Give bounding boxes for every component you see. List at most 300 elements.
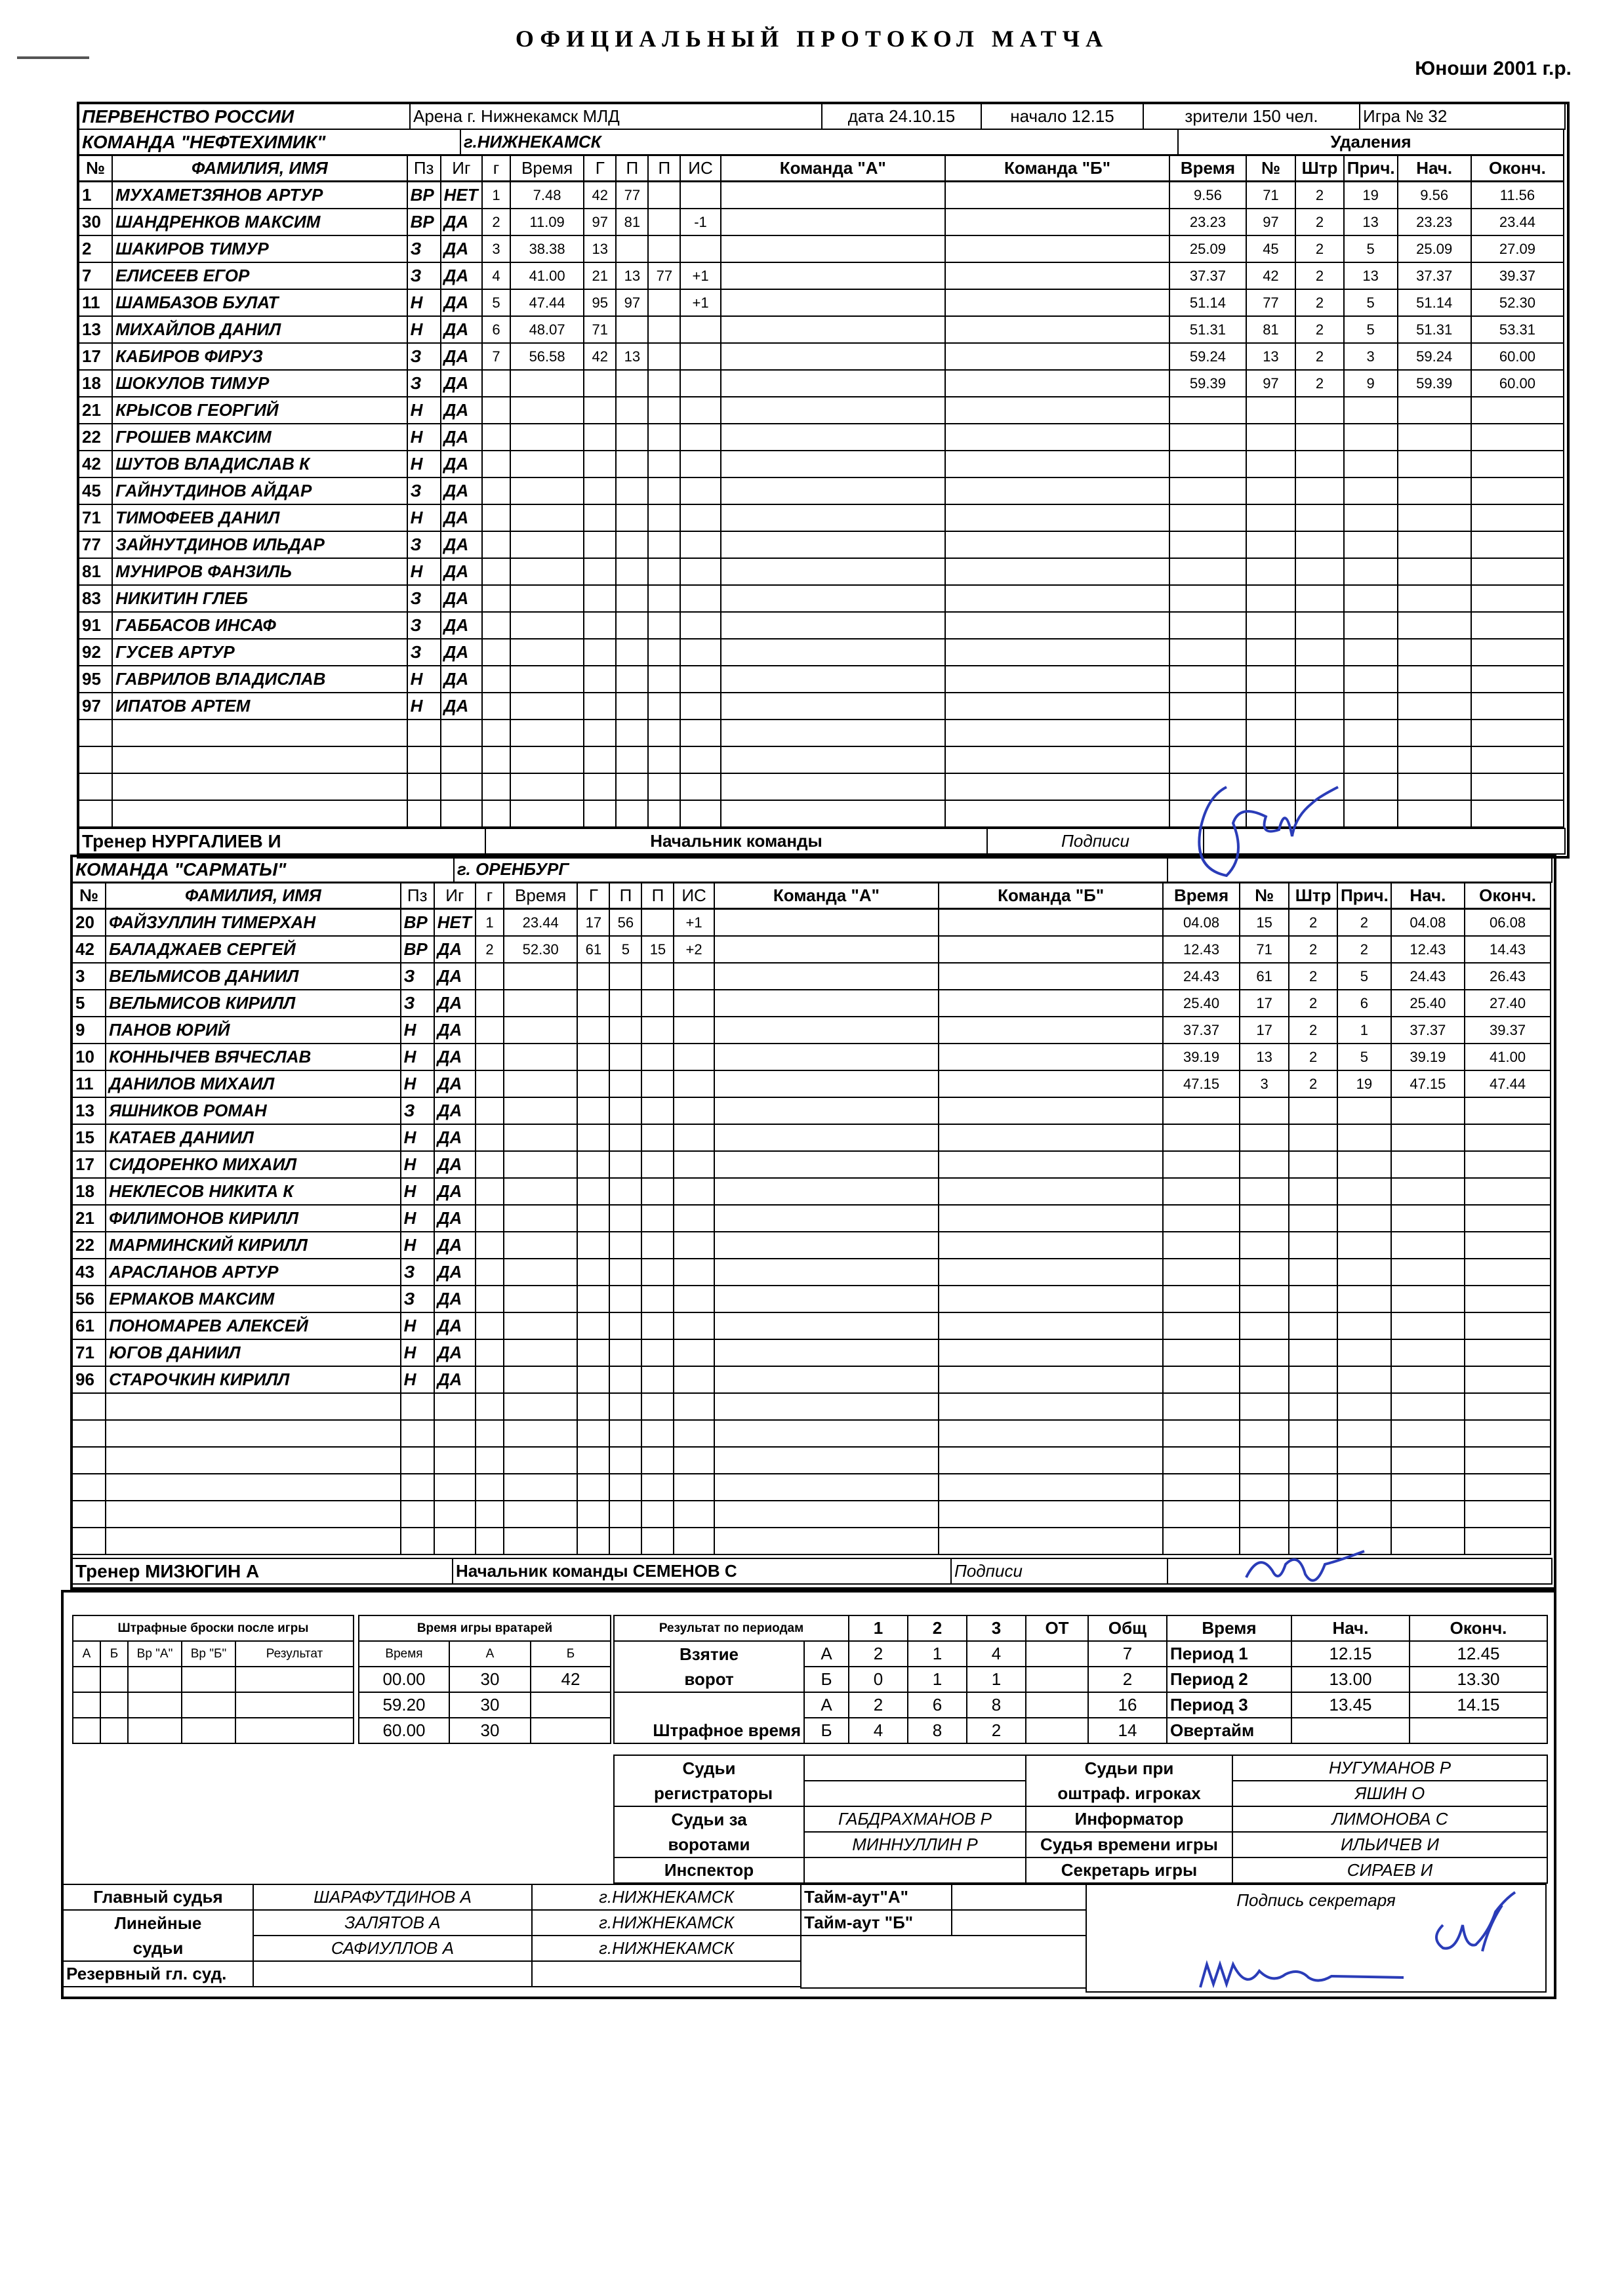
- pen-reason-cell: [1337, 1501, 1391, 1528]
- number-cell: 17: [79, 343, 112, 370]
- pen-end-cell: [1465, 1528, 1551, 1554]
- plays-cell: ДА: [434, 936, 476, 963]
- goalie-time-title: Время игры вратарей: [359, 1615, 611, 1641]
- number-cell: 71: [79, 504, 112, 531]
- pen-number-cell: [1240, 1393, 1289, 1420]
- pen-minutes-cell: [1289, 1259, 1337, 1286]
- situation-cell: [674, 1232, 714, 1259]
- plays-cell: ДА: [434, 963, 476, 990]
- assist-2-cell: [641, 1474, 674, 1501]
- pen-reason-cell: [1344, 451, 1398, 477]
- position-cell: Н: [401, 1151, 434, 1178]
- goal-time-cell: [504, 1393, 577, 1420]
- informer-label: Информатор: [1026, 1806, 1232, 1832]
- plays-cell: ДА: [434, 1044, 476, 1070]
- table-row: [72, 1044, 1551, 1070]
- situation-cell: [674, 990, 714, 1017]
- goal-scorer-cell: [577, 1017, 609, 1044]
- situation-cell: +1: [680, 289, 720, 316]
- goal-no-cell: 1: [482, 182, 510, 209]
- plays-cell: ДА: [434, 1366, 476, 1393]
- team-a-lines-cell: [714, 936, 939, 963]
- goals-p1: 0: [849, 1667, 908, 1692]
- assist-1-cell: [609, 1528, 641, 1554]
- table-row: [72, 1259, 1551, 1286]
- pen-end-cell: [1471, 451, 1564, 477]
- assist-1-cell: [609, 1232, 641, 1259]
- pen-minutes-cell: [1295, 666, 1344, 693]
- number-cell: 56: [72, 1286, 106, 1312]
- team-b-lines-cell: [945, 558, 1169, 585]
- goal-scorer-cell: [577, 1044, 609, 1070]
- pen-number-cell: [1240, 1501, 1289, 1528]
- goal-scorer-cell: [577, 1286, 609, 1312]
- pen-reason-cell: 13: [1344, 262, 1398, 289]
- position-cell: Н: [401, 1124, 434, 1151]
- pim-p1: 4: [849, 1718, 908, 1743]
- situation-cell: +2: [674, 936, 714, 963]
- pen-time-cell: [1163, 1097, 1239, 1124]
- goal-scorer-cell: [577, 1124, 609, 1151]
- assist-2-cell: [641, 1124, 674, 1151]
- goal-no-cell: 6: [482, 316, 510, 343]
- goals-total: 7: [1088, 1641, 1167, 1667]
- col-assist1: П: [616, 155, 648, 181]
- col-situation: ИС: [680, 155, 720, 181]
- pen-number-cell: [1246, 424, 1296, 451]
- period-col-total: Общ: [1088, 1615, 1167, 1641]
- pen-number-cell: [1246, 585, 1296, 612]
- table-row: [79, 316, 1564, 343]
- pen-start-cell: [1391, 1393, 1465, 1420]
- name-cell: ФАЙЗУЛЛИН ТИМЕРХАН: [106, 909, 401, 936]
- team-a-signatures: Подписи: [987, 828, 1204, 854]
- table-row: [72, 990, 1551, 1017]
- period-1-label: Период 1: [1167, 1641, 1291, 1667]
- col-pen-min: Штр: [1289, 883, 1337, 908]
- position-cell: З: [407, 612, 441, 639]
- pen-end-cell: [1465, 1393, 1551, 1420]
- assist-2-cell: [648, 182, 680, 209]
- number-cell: 18: [79, 370, 112, 397]
- team-a-lines-cell: [721, 639, 945, 666]
- shootout-col-gkb: Вр "Б": [182, 1641, 235, 1667]
- team-b-lines-cell: [939, 1097, 1163, 1124]
- pen-minutes-cell: [1289, 1178, 1337, 1205]
- plays-cell: ДА: [441, 585, 482, 612]
- pen-time-cell: 39.19: [1163, 1044, 1239, 1070]
- informer: ЛИМОНОВА С: [1232, 1806, 1547, 1832]
- number-cell: 92: [79, 639, 112, 666]
- goal-time-cell: [510, 639, 584, 666]
- pen-minutes-cell: [1295, 720, 1344, 746]
- pen-time-cell: [1163, 1124, 1239, 1151]
- pen-start-cell: [1391, 1232, 1465, 1259]
- pen-minutes-cell: [1289, 1447, 1337, 1474]
- name-cell: КАБИРОВ ФИРУЗ: [112, 343, 407, 370]
- plays-cell: [441, 746, 482, 773]
- pen-number-cell: [1240, 1312, 1289, 1339]
- assist-2-cell: [641, 909, 674, 936]
- linesman-2: САФИУЛЛОВ А: [253, 1936, 532, 1961]
- team-a-signature: [1181, 777, 1351, 902]
- team-a-penalties-title: [1177, 129, 1564, 155]
- name-cell: [112, 746, 407, 773]
- pen-minutes-cell: 2: [1289, 936, 1337, 963]
- overtime-end: [1410, 1718, 1547, 1743]
- team-b-lines-cell: [939, 1124, 1163, 1151]
- position-cell: ВР: [401, 936, 434, 963]
- goal-no-cell: [476, 1420, 504, 1447]
- assist-2-cell: [641, 1528, 674, 1554]
- col-assist2: П: [648, 155, 680, 181]
- pen-number-cell: 71: [1240, 936, 1289, 963]
- team-a-lines-cell: [714, 1447, 939, 1474]
- situation-cell: [674, 1474, 714, 1501]
- goal-scorer-cell: 42: [584, 182, 616, 209]
- pen-minutes-cell: [1289, 1393, 1337, 1420]
- team-a-lines-cell: [721, 424, 945, 451]
- position-cell: Н: [407, 289, 441, 316]
- name-cell: [106, 1447, 401, 1474]
- period-times-table: [1166, 1615, 1548, 1744]
- goal-scorer-cell: [584, 639, 616, 666]
- pen-end-cell: [1471, 612, 1564, 639]
- pen-start-cell: 59.24: [1398, 343, 1471, 370]
- table-row: [79, 182, 1564, 209]
- goal-judge-2: МИННУЛЛИН Р: [804, 1832, 1026, 1857]
- team-b-lines-cell: [939, 1259, 1163, 1286]
- situation-cell: [674, 1017, 714, 1044]
- pen-start-cell: [1398, 773, 1471, 800]
- goal-no-cell: [482, 477, 510, 504]
- pen-number-cell: [1240, 1178, 1289, 1205]
- assist-2-cell: [648, 693, 680, 720]
- assist-1-cell: [609, 1017, 641, 1044]
- pen-time-cell: 37.37: [1169, 262, 1246, 289]
- assist-1-cell: [609, 1501, 641, 1528]
- assist-2-cell: [648, 558, 680, 585]
- number-cell: 95: [79, 666, 112, 693]
- team-b-lines-cell: [945, 639, 1169, 666]
- table-row: [79, 235, 1564, 262]
- situation-cell: [680, 693, 720, 720]
- goal-time-cell: 56.58: [510, 343, 584, 370]
- goalie-row-time: 00.00: [359, 1667, 449, 1692]
- pen-reason-cell: 1: [1337, 1017, 1391, 1044]
- period-3-label: Период 3: [1167, 1692, 1291, 1718]
- table-row: [79, 504, 1564, 531]
- goalie-row-a: 30: [449, 1718, 531, 1743]
- situation-cell: [674, 1393, 714, 1420]
- pen-number-cell: 42: [1246, 262, 1296, 289]
- pen-number-cell: [1246, 720, 1296, 746]
- goal-scorer-cell: [577, 963, 609, 990]
- goalie-row-time: 60.00: [359, 1718, 449, 1743]
- number-cell: [72, 1393, 106, 1420]
- position-cell: Н: [407, 693, 441, 720]
- period-col-1: 1: [849, 1615, 908, 1641]
- pen-end-cell: [1465, 1366, 1551, 1393]
- situation-cell: [674, 1097, 714, 1124]
- number-cell: 42: [79, 451, 112, 477]
- pen-reason-cell: [1344, 639, 1398, 666]
- secretary: СИРАЕВ И: [1232, 1857, 1547, 1883]
- pen-start-cell: [1398, 612, 1471, 639]
- situation-cell: [680, 720, 720, 746]
- match-date: дата 24.10.15: [822, 104, 981, 129]
- col-pen-start: Нач.: [1391, 883, 1465, 908]
- assist-2-cell: [648, 666, 680, 693]
- pen-reason-cell: [1344, 424, 1398, 451]
- number-cell: 15: [72, 1124, 106, 1151]
- goal-no-cell: [482, 720, 510, 746]
- goal-time-cell: [510, 424, 584, 451]
- position-cell: [407, 746, 441, 773]
- team-b-lines-cell: [945, 531, 1169, 558]
- reserve-referee-city: [532, 1961, 801, 1987]
- assist-2-cell: [641, 1232, 674, 1259]
- goals-p2: 1: [908, 1667, 967, 1692]
- number-cell: [79, 720, 112, 746]
- position-cell: Н: [407, 316, 441, 343]
- situation-cell: [680, 477, 720, 504]
- col-position: Пз: [401, 883, 434, 908]
- goal-scorer-cell: [584, 370, 616, 397]
- plays-cell: ДА: [441, 477, 482, 504]
- start-time: начало 12.15: [981, 104, 1143, 129]
- pen-minutes-cell: 2: [1289, 990, 1337, 1017]
- pen-reason-cell: 19: [1344, 182, 1398, 209]
- goalie-row-b: [531, 1692, 611, 1718]
- team-a-lines-cell: [721, 531, 945, 558]
- goal-no-cell: [476, 1017, 504, 1044]
- shootout-col-gka: Вр "А": [128, 1641, 182, 1667]
- overtime-label: Овертайм: [1167, 1718, 1291, 1743]
- pen-end-cell: [1465, 1501, 1551, 1528]
- number-cell: 11: [72, 1070, 106, 1097]
- pen-minutes-cell: [1295, 451, 1344, 477]
- team-b-lines-cell: [945, 316, 1169, 343]
- number-cell: 42: [72, 936, 106, 963]
- assist-1-cell: [609, 1097, 641, 1124]
- secretary-signature-label: Подпись секретаря: [1086, 1884, 1546, 1992]
- goal-time-cell: [510, 477, 584, 504]
- pen-time-cell: 04.08: [1163, 909, 1239, 936]
- pen-reason-cell: [1344, 746, 1398, 773]
- pim-p1: 2: [849, 1692, 908, 1718]
- pen-start-cell: [1398, 800, 1471, 827]
- goal-time-cell: [504, 1124, 577, 1151]
- pen-minutes-cell: [1295, 558, 1344, 585]
- assist-2-cell: [641, 1178, 674, 1205]
- number-cell: 83: [79, 585, 112, 612]
- position-cell: [401, 1501, 434, 1528]
- pen-minutes-cell: 2: [1295, 289, 1344, 316]
- linesman-2-city: г.НИЖНЕКАМСК: [532, 1936, 801, 1961]
- goalie-row-b: [531, 1718, 611, 1743]
- pen-minutes-cell: [1289, 1286, 1337, 1312]
- pen-minutes-cell: [1289, 1501, 1337, 1528]
- name-cell: АРАСЛАНОВ АРТУР: [106, 1259, 401, 1286]
- position-cell: Н: [401, 1312, 434, 1339]
- pen-start-cell: [1391, 1124, 1465, 1151]
- assist-1-cell: 97: [616, 289, 648, 316]
- plays-cell: ДА: [434, 1097, 476, 1124]
- pen-end-cell: [1471, 773, 1564, 800]
- team-a-lines-cell: [721, 504, 945, 531]
- assist-1-cell: [616, 612, 648, 639]
- col-number: №: [79, 155, 112, 181]
- pen-number-cell: [1240, 1205, 1289, 1232]
- pen-minutes-cell: [1289, 1339, 1337, 1366]
- col-team-b: Команда "Б": [945, 155, 1169, 181]
- pen-reason-cell: [1337, 1420, 1391, 1447]
- col-goal-no: г: [476, 883, 504, 908]
- timekeeper: ИЛЬИЧЕВ И: [1232, 1832, 1547, 1857]
- pim-team: Б: [804, 1718, 849, 1743]
- situation-cell: [680, 531, 720, 558]
- goal-no-cell: [482, 666, 510, 693]
- goal-no-cell: [476, 1178, 504, 1205]
- name-cell: МАРМИНСКИЙ КИРИЛЛ: [106, 1232, 401, 1259]
- team-a-header: [78, 129, 1179, 155]
- goal-time-cell: [504, 1420, 577, 1447]
- pen-time-cell: [1163, 1447, 1239, 1474]
- pen-start-cell: [1398, 477, 1471, 504]
- col-pen-no: №: [1240, 883, 1289, 908]
- team-a-lines-cell: [721, 209, 945, 235]
- table-row: [79, 289, 1564, 316]
- team-b-lines-cell: [939, 1501, 1163, 1528]
- pen-reason-cell: [1344, 773, 1398, 800]
- inspector: [804, 1857, 1026, 1883]
- game-number: Игра № 32: [1360, 104, 1565, 129]
- assist-1-cell: [616, 316, 648, 343]
- name-cell: [112, 720, 407, 746]
- pen-end-cell: [1465, 1286, 1551, 1312]
- goal-time-cell: [504, 1447, 577, 1474]
- pim-total: 14: [1088, 1718, 1167, 1743]
- goal-time-cell: [504, 1097, 577, 1124]
- table-row: [72, 1097, 1551, 1124]
- assist-2-cell: [648, 424, 680, 451]
- plays-cell: ДА: [441, 343, 482, 370]
- team-a-lines-cell: [721, 746, 945, 773]
- assist-2-cell: 15: [641, 936, 674, 963]
- pen-minutes-cell: [1295, 639, 1344, 666]
- team-a-lines-cell: [714, 1124, 939, 1151]
- col-pen-reason: Прич.: [1344, 155, 1398, 181]
- position-cell: Н: [401, 1017, 434, 1044]
- team-a-lines-cell: [721, 558, 945, 585]
- team-b-lines-cell: [939, 1205, 1163, 1232]
- assist-1-cell: [609, 1070, 641, 1097]
- goal-no-cell: [476, 1501, 504, 1528]
- goal-no-cell: [476, 990, 504, 1017]
- assist-1-cell: [609, 1178, 641, 1205]
- goal-time-cell: [510, 370, 584, 397]
- pen-number-cell: [1246, 504, 1296, 531]
- pen-minutes-cell: [1289, 1097, 1337, 1124]
- pen-reason-cell: [1344, 397, 1398, 424]
- number-cell: [72, 1501, 106, 1528]
- assist-1-cell: [616, 531, 648, 558]
- pen-reason-cell: [1344, 693, 1398, 720]
- number-cell: 13: [72, 1097, 106, 1124]
- goal-no-cell: [482, 558, 510, 585]
- goalie-col-time: Время: [359, 1641, 449, 1667]
- pen-minutes-cell: [1289, 1420, 1337, 1447]
- col-situation: ИС: [674, 883, 714, 908]
- team-b-lines-cell: [945, 424, 1169, 451]
- goal-scorer-cell: [584, 558, 616, 585]
- goal-scorer-cell: [577, 1501, 609, 1528]
- goal-no-cell: [476, 1393, 504, 1420]
- plays-cell: ДА: [441, 370, 482, 397]
- assist-2-cell: [641, 990, 674, 1017]
- pen-time-cell: 59.39: [1169, 370, 1246, 397]
- table-row: [79, 370, 1564, 397]
- goal-scorer-cell: [584, 693, 616, 720]
- goal-scorer-cell: [577, 1259, 609, 1286]
- assist-2-cell: [641, 1312, 674, 1339]
- pen-number-cell: [1240, 1420, 1289, 1447]
- pen-reason-cell: [1337, 1205, 1391, 1232]
- pen-time-cell: 51.31: [1169, 316, 1246, 343]
- assist-2-cell: [648, 720, 680, 746]
- goal-no-cell: [476, 1286, 504, 1312]
- team-a-lines-cell: [714, 1339, 939, 1366]
- team-b-lines-cell: [939, 1044, 1163, 1070]
- team-b-lines-cell: [939, 990, 1163, 1017]
- secretary-signature: [1417, 1886, 1548, 1958]
- goal-scorer-cell: 42: [584, 343, 616, 370]
- situation-cell: [680, 746, 720, 773]
- goal-scorer-cell: [584, 612, 616, 639]
- goal-no-cell: [476, 1205, 504, 1232]
- goal-time-cell: [504, 1151, 577, 1178]
- pen-start-cell: [1391, 1151, 1465, 1178]
- goal-scorer-cell: [577, 1205, 609, 1232]
- team-a-lines-cell: [714, 990, 939, 1017]
- pen-start-cell: [1391, 1447, 1465, 1474]
- assist-1-cell: [609, 1366, 641, 1393]
- team-a-lines-cell: [714, 1017, 939, 1044]
- situation-cell: [680, 504, 720, 531]
- position-cell: Н: [401, 1178, 434, 1205]
- pen-number-cell: 3: [1240, 1070, 1289, 1097]
- pen-end-cell: 60.00: [1471, 343, 1564, 370]
- table-row: [79, 746, 1564, 773]
- assist-2-cell: [641, 1017, 674, 1044]
- table-row: [72, 963, 1551, 990]
- goal-time-cell: [504, 1339, 577, 1366]
- pen-reason-cell: [1337, 1124, 1391, 1151]
- pen-number-cell: [1240, 1474, 1289, 1501]
- goal-no-cell: [482, 800, 510, 827]
- goal-no-cell: [476, 1528, 504, 1554]
- pen-minutes-cell: 2: [1295, 209, 1344, 235]
- pen-end-cell: [1465, 1474, 1551, 1501]
- table-row: [72, 1151, 1551, 1178]
- team-a-lines-cell: [714, 1474, 939, 1501]
- situation-cell: [680, 612, 720, 639]
- assist-1-cell: [609, 1044, 641, 1070]
- pen-reason-cell: 13: [1344, 209, 1398, 235]
- pen-time-cell: [1163, 1259, 1239, 1286]
- linesman-1-city: г.НИЖНЕКАМСК: [532, 1910, 801, 1936]
